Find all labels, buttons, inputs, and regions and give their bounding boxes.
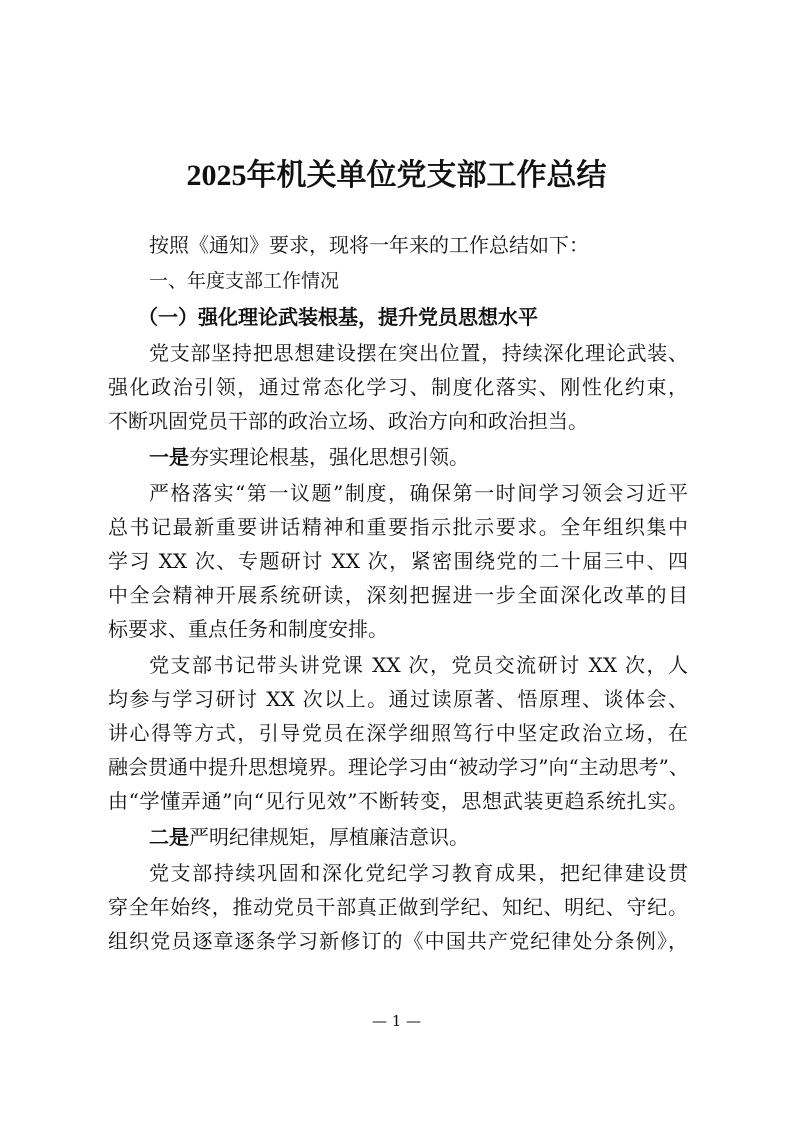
document-title: 2025年机关单位党支部工作总结 <box>186 159 607 192</box>
page-number: — 1 — <box>371 1012 422 1030</box>
paragraph-2: 严格落实“第一议题”制度，确保第一时间学习领会习近平 总书记最新重要讲话精神和重要指示批示要求。全年组织集中 学习 XX 次、专题研讨 XX 次，紧密围绕党的二十届三中、四 中全会精神开展系统研读，深刻把握进一步全面深化改革的目 标要求、重点任务和制度安排。 <box>108 481 688 641</box>
intro-paragraph: 按照《通知》要求，现将一年来的工作总结如下： <box>149 233 589 257</box>
paragraph-3: 党支部书记带头讲党课 XX 次，党员交流研讨 XX 次，人 均参与学习研讨 XX 次以上。通过读原著、悟原理、谈体会、 讲心得等方式，引导党员在深学细照笃行中坚定政治立场，在 融会贯通中提升思想境界。理论学习由“被动学习”向“主动思考”、 由“学懂弄通”向“见行见效”不断转变，思想武装更趋系统扎实。 <box>108 653 689 813</box>
section-heading: 一、年度支部工作情况 <box>149 270 340 292</box>
document-body <box>108 228 688 958</box>
paragraph-4: 党支部持续巩固和深化党纪学习教育成果，把纪律建设贯 穿全年始终，推动党员干部真正做到学纪、知纪、明纪、守纪。 组织党员逐章逐条学习新修订的《中国共产党纪律处分条例》， <box>108 861 688 953</box>
subsection-heading: （一）强化理论武装根基，提升党员思想水平 <box>138 305 538 329</box>
paragraph-1: 党支部坚持把思想建设摆在突出位置，持续深化理论武装、 强化政治引领，通过常态化学习、制度化落实、刚性化约束， 不断巩固党员干部的政治立场、政治方向和政治担当。 <box>108 341 688 433</box>
point-1-heading: 一是夯实理论根基，强化思想引领。 <box>149 445 469 469</box>
point-2-heading: 二是严明纪律规矩，厚植廉洁意识。 <box>149 825 469 849</box>
